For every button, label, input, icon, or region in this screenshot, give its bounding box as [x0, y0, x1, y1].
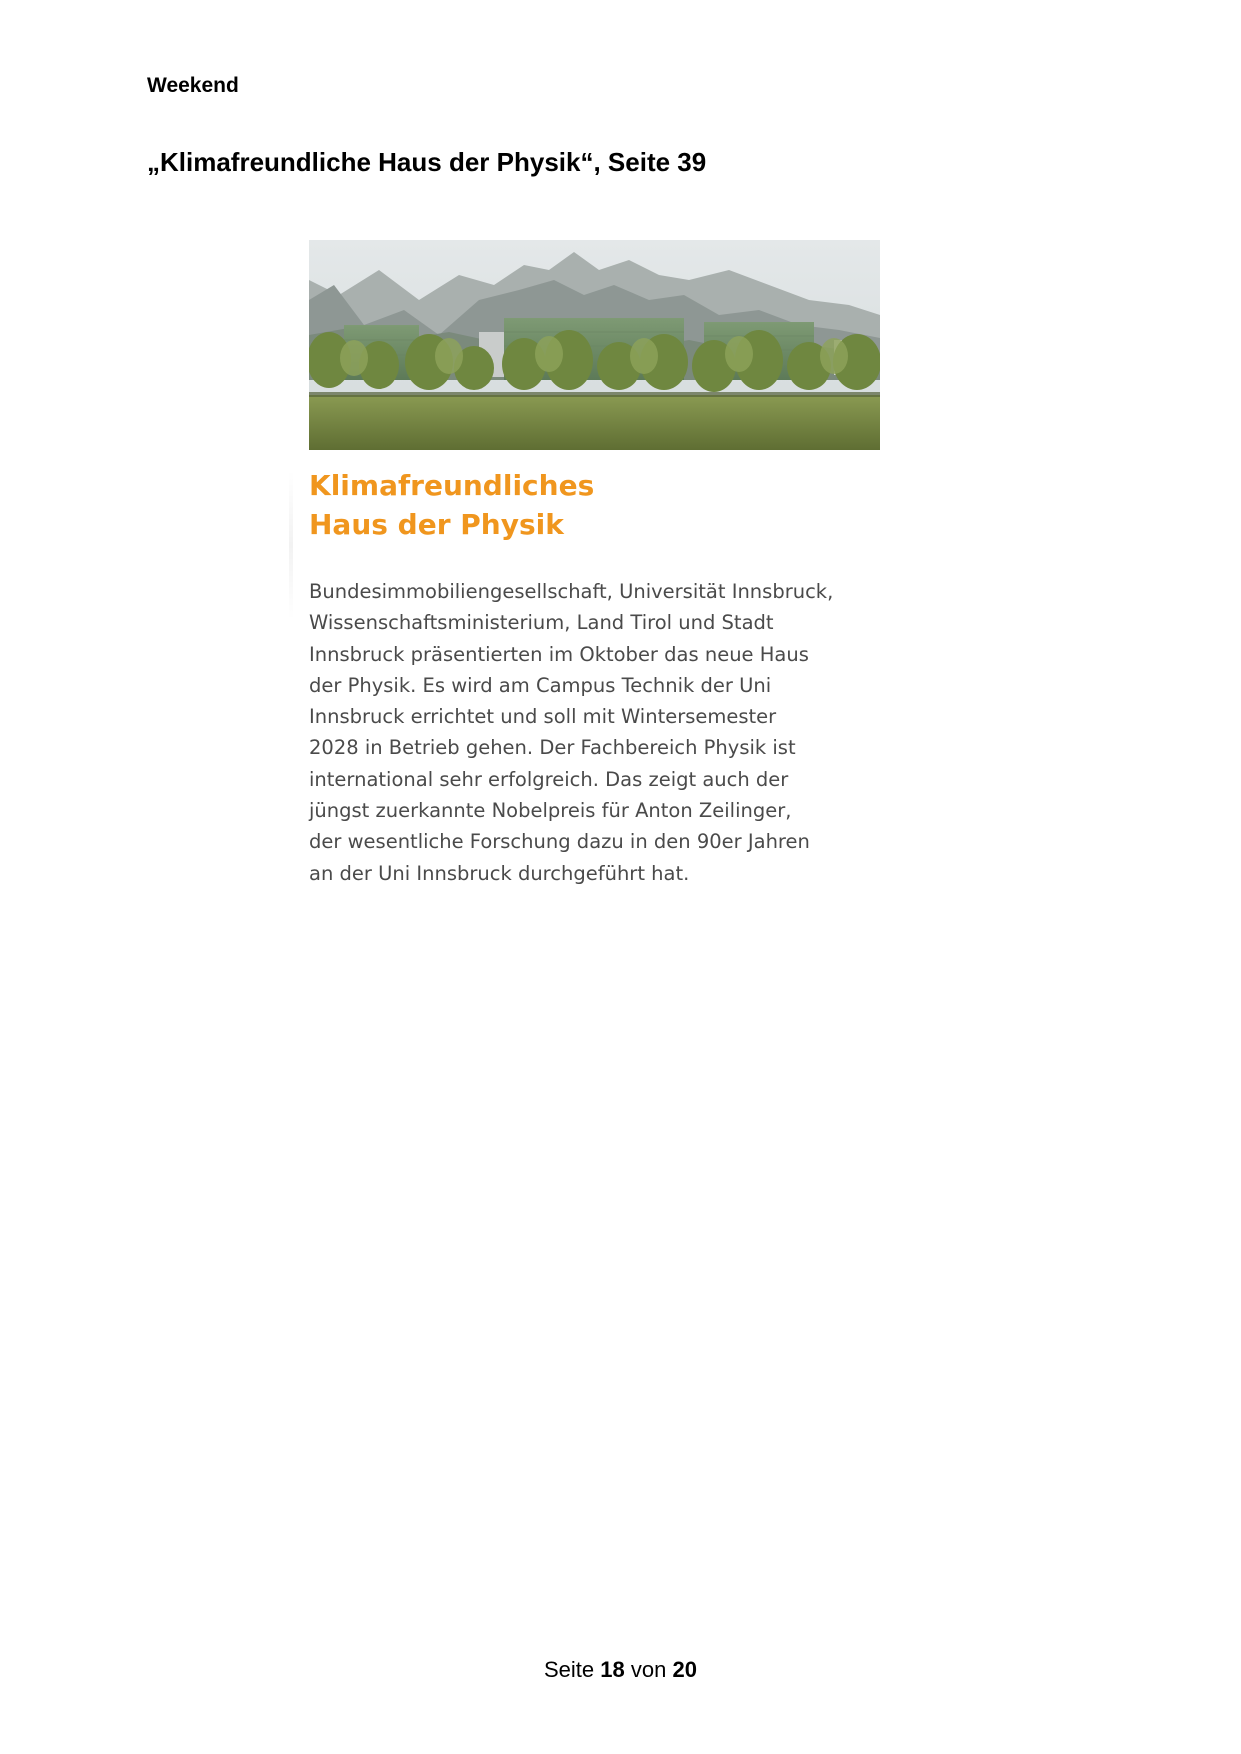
- body-line: jüngst zuerkannte Nobelpreis für Anton Zeilinger,: [309, 799, 792, 823]
- body-line: an der Uni Innsbruck durchgeführt hat.: [309, 861, 690, 885]
- body-line: Innsbruck präsentierten im Oktober das neue Haus: [309, 642, 809, 666]
- current-page: 18: [600, 1657, 625, 1682]
- body-line: international sehr erfolgreich. Das zeigt auch der: [309, 767, 789, 791]
- body-line: Innsbruck errichtet und soll mit Wintersemester: [309, 705, 777, 729]
- building-rendering-image: [309, 240, 880, 450]
- clipping-heading-line: Haus der Physik: [309, 508, 564, 541]
- body-line: Bundesimmobiliengesellschaft, Universität Innsbruck,: [309, 580, 834, 603]
- clipping-body-text: [309, 576, 880, 889]
- clipping-heading-line: Klimafreundliches: [309, 469, 595, 502]
- scan-edge-shadow: [289, 470, 293, 620]
- body-line: der Physik. Es wird am Campus Technik der Uni: [309, 673, 772, 697]
- clipping-title: „Klimafreundliche Haus der Physik“, Seite 39: [147, 147, 707, 177]
- page-separator: von: [630, 1657, 667, 1682]
- page-number: [0, 1656, 1241, 1684]
- body-line: der wesentliche Forschung dazu in den 90er Jahren: [309, 830, 810, 854]
- newspaper-clipping: [309, 240, 880, 889]
- total-pages: 20: [672, 1657, 697, 1682]
- page-prefix: Seite: [544, 1657, 595, 1682]
- body-line: 2028 in Betrieb gehen. Der Fachbereich Physik ist: [309, 736, 796, 760]
- clipping-heading: [309, 466, 880, 544]
- body-line: Wissenschaftsministerium, Land Tirol und Stadt: [309, 611, 774, 635]
- publication-name: Weekend: [147, 74, 239, 97]
